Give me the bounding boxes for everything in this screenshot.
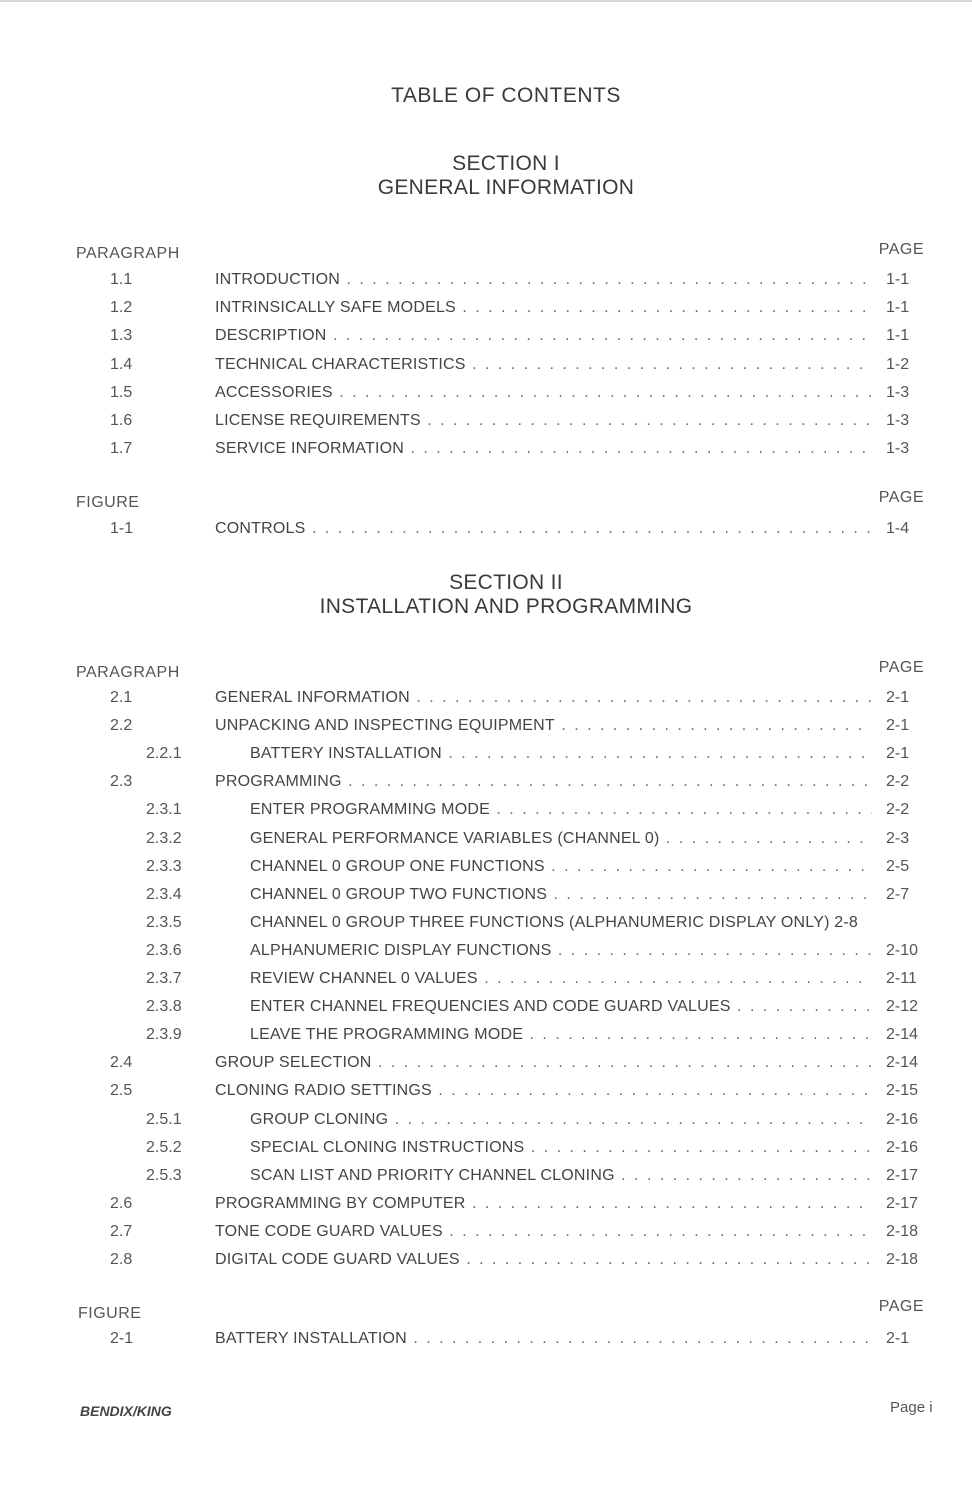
toc-entry-number: 2.2: [110, 717, 133, 735]
toc-entry[interactable]: [0, 717, 972, 743]
toc-entry-title: CONTROLS . . .: [215, 520, 872, 538]
toc-entry[interactable]: [0, 886, 972, 912]
section-1-figure-header: FIGURE: [76, 494, 140, 511]
toc-entry-title: PROGRAMMING . . .: [215, 773, 872, 791]
toc-entry[interactable]: [0, 356, 972, 382]
toc-entry[interactable]: [0, 520, 972, 546]
toc-entry-title: GENERAL PERFORMANCE VARIABLES (CHANNEL 0) . . .: [250, 830, 872, 848]
toc-entry-number: 1.3: [110, 327, 133, 345]
toc-entry-number: 1.4: [110, 355, 133, 373]
toc-entry[interactable]: [0, 1139, 972, 1165]
toc-entry-page: 2-16: [886, 1138, 919, 1156]
toc-entry-title: BATTERY INSTALLATION . . .: [250, 745, 872, 763]
page-title: TABLE OF CONTENTS: [391, 84, 621, 107]
toc-entry-title: ENTER PROGRAMMING MODE . . .: [250, 801, 872, 819]
toc-entry-number: 2.8: [110, 1251, 133, 1268]
toc-entry-number: 2.5: [110, 1082, 133, 1100]
toc-entry[interactable]: [0, 440, 972, 466]
toc-entry-page: 2-14: [886, 1054, 919, 1072]
toc-entry-title: REVIEW CHANNEL 0 VALUES . . .: [250, 970, 872, 988]
footer-page-number: Page i: [890, 1399, 933, 1416]
toc-entry-page: 1-2: [886, 355, 910, 373]
toc-entry-page: 2-1: [886, 717, 910, 735]
toc-entry-number: 2-1: [110, 1330, 134, 1347]
toc-entry-number: 1.2: [110, 299, 133, 317]
toc-entry[interactable]: [0, 1251, 972, 1277]
toc-entry[interactable]: [0, 1330, 972, 1356]
toc-entry-number: 2.2.1: [146, 745, 182, 763]
toc-entry-title: BATTERY INSTALLATION . . .: [215, 1330, 872, 1348]
toc-entry-number: 2.5.1: [146, 1110, 182, 1128]
toc-entry-title: GROUP CLONING . . .: [250, 1111, 872, 1129]
toc-entry-page: 2-15: [886, 1082, 919, 1100]
toc-entry-page: 2-2: [886, 773, 910, 791]
toc-entry-number: 2.3.7: [146, 970, 182, 987]
toc-entry-title: CHANNEL 0 GROUP THREE FUNCTIONS (ALPHANUMERIC DISPLAY ONLY) 2-8: [250, 913, 858, 931]
toc-entry-number: 1.7: [110, 440, 133, 458]
toc-entry[interactable]: [0, 970, 972, 996]
toc-entry-page: 2-17: [886, 1166, 919, 1184]
toc-entry-number: 1-1: [110, 520, 134, 537]
section-2-figure-header: FIGURE: [78, 1305, 142, 1322]
toc-entry-page: 2-5: [886, 857, 910, 875]
toc-entry[interactable]: [0, 1082, 972, 1108]
toc-entry-number: 2.7: [110, 1222, 133, 1240]
toc-entry-title: ENTER CHANNEL FREQUENCIES AND CODE GUARD VALUES . . .: [250, 998, 872, 1016]
toc-entry-page: 1-3: [886, 383, 910, 401]
section-2-paragraph-header: PARAGRAPH: [76, 664, 180, 681]
toc-entry-title: TONE CODE GUARD VALUES . . .: [215, 1223, 872, 1241]
section-2-page-header: PAGE: [878, 659, 924, 676]
toc-entry-title: CHANNEL 0 GROUP ONE FUNCTIONS . . .: [250, 858, 872, 876]
toc-entry[interactable]: [0, 689, 972, 715]
toc-entry-title: ACCESSORIES . . .: [215, 384, 872, 402]
toc-entry[interactable]: [0, 745, 972, 771]
toc-entry-page: 2-11: [886, 970, 917, 987]
toc-entry-number: 2.4: [110, 1054, 133, 1072]
toc-entry-title: GENERAL INFORMATION . . .: [215, 689, 872, 707]
section-1-subheading: GENERAL INFORMATION: [377, 176, 635, 199]
toc-entry[interactable]: [0, 830, 972, 856]
toc-entry[interactable]: [0, 412, 972, 438]
toc-entry-title: SPECIAL CLONING INSTRUCTIONS . . .: [250, 1139, 872, 1157]
toc-entry[interactable]: [0, 1167, 972, 1193]
toc-entry[interactable]: [0, 914, 972, 940]
toc-entry-title: CLONING RADIO SETTINGS . . .: [215, 1082, 872, 1100]
toc-entry-page: 2-17: [886, 1194, 919, 1212]
toc-entry-number: 2.3.9: [146, 1026, 182, 1044]
toc-entry-title: CHANNEL 0 GROUP TWO FUNCTIONS . . .: [250, 886, 872, 904]
toc-entry[interactable]: [0, 384, 972, 410]
toc-entry-page: 2-7: [886, 885, 910, 903]
toc-entry-title: DESCRIPTION . . .: [215, 327, 872, 345]
toc-entry-title: TECHNICAL CHARACTERISTICS . . .: [215, 356, 872, 374]
section-2-subheading: INSTALLATION AND PROGRAMMING: [319, 595, 693, 618]
toc-entry-title: LEAVE THE PROGRAMMING MODE . . .: [250, 1026, 872, 1044]
toc-entry-page: 2-2: [886, 801, 910, 819]
toc-entry-title: PROGRAMMING BY COMPUTER . . .: [215, 1195, 872, 1213]
toc-entry-page: 2-16: [886, 1110, 919, 1128]
toc-entry[interactable]: [0, 1223, 972, 1249]
page-top-edge: [0, 0, 972, 2]
toc-entry-page: 2-1: [886, 1330, 910, 1347]
toc-entry-number: 2.3.5: [146, 913, 182, 931]
toc-entry-title: SCAN LIST AND PRIORITY CHANNEL CLONING . . .: [250, 1167, 872, 1185]
toc-entry-number: 2.3: [110, 773, 133, 791]
toc-entry-page: 1-4: [886, 520, 910, 537]
toc-entry-number: 2.3.1: [146, 801, 182, 819]
toc-entry[interactable]: [0, 773, 972, 799]
section-1-heading: SECTION I: [452, 152, 560, 175]
toc-entry-title: GROUP SELECTION . . .: [215, 1054, 872, 1072]
toc-entry-page: 2-10: [886, 941, 919, 959]
section-1-paragraph-header: PARAGRAPH: [76, 245, 180, 262]
section-2-figure-page-header: PAGE: [878, 1298, 924, 1315]
toc-entry-title: ALPHANUMERIC DISPLAY FUNCTIONS . . .: [250, 942, 872, 960]
toc-entry-number: 1.5: [110, 383, 133, 401]
toc-entry[interactable]: [0, 1111, 972, 1137]
toc-entry-number: 1.6: [110, 412, 133, 429]
toc-entry[interactable]: [0, 942, 972, 968]
toc-entry[interactable]: [0, 801, 972, 827]
toc-entry-page: 1-3: [886, 412, 910, 429]
toc-entry-title: LICENSE REQUIREMENTS . . .: [215, 412, 872, 430]
toc-entry-page: 1-3: [886, 440, 910, 458]
toc-entry-title: INTRINSICALLY SAFE MODELS . . .: [215, 299, 872, 317]
toc-entry[interactable]: [0, 271, 972, 297]
section-1-figure-page-header: PAGE: [878, 489, 924, 506]
toc-entry-number: 2.5.2: [146, 1138, 182, 1156]
footer-brand: BENDIX/KING: [80, 1403, 172, 1419]
toc-entry-title: UNPACKING AND INSPECTING EQUIPMENT . . .: [215, 717, 872, 735]
toc-entry-page: 2-3: [886, 829, 910, 847]
section-2-heading: SECTION II: [449, 571, 563, 594]
toc-entry-number: 2.3.3: [146, 857, 182, 875]
toc-entry-page: 1-1: [886, 327, 910, 345]
toc-entry-number: 2.3.2: [146, 829, 182, 847]
toc-entry[interactable]: [0, 1195, 972, 1221]
toc-entry-page: 1-1: [886, 271, 910, 288]
toc-entry[interactable]: [0, 1026, 972, 1052]
toc-entry-number: 2.3.8: [146, 998, 182, 1016]
toc-entry-number: 2.1: [110, 689, 133, 706]
section-1-page-header: PAGE: [878, 241, 924, 258]
toc-entry[interactable]: [0, 998, 972, 1024]
toc-entry-page: 2-18: [886, 1222, 919, 1240]
toc-entry[interactable]: [0, 299, 972, 325]
toc-entry-number: 2.6: [110, 1194, 133, 1212]
toc-entry-number: 1.1: [110, 271, 133, 288]
toc-entry-page: 2-14: [886, 1026, 919, 1044]
toc-entry-page: 2-12: [886, 998, 919, 1016]
toc-entry[interactable]: [0, 327, 972, 353]
toc-entry-page: 1-1: [886, 299, 910, 317]
toc-entry-title: INTRODUCTION . . .: [215, 271, 872, 289]
toc-entry-page: 2-1: [886, 689, 910, 706]
toc-entry-page: 2-18: [886, 1251, 919, 1268]
toc-entry-page: 2-1: [886, 745, 910, 763]
toc-entry[interactable]: [0, 858, 972, 884]
toc-entry-number: 2.5.3: [146, 1166, 182, 1184]
toc-entry-title: SERVICE INFORMATION . . .: [215, 440, 872, 458]
toc-entry[interactable]: [0, 1054, 972, 1080]
toc-entry-number: 2.3.6: [146, 941, 182, 959]
toc-entry-title: DIGITAL CODE GUARD VALUES . . .: [215, 1251, 872, 1269]
toc-entry-number: 2.3.4: [146, 885, 182, 903]
